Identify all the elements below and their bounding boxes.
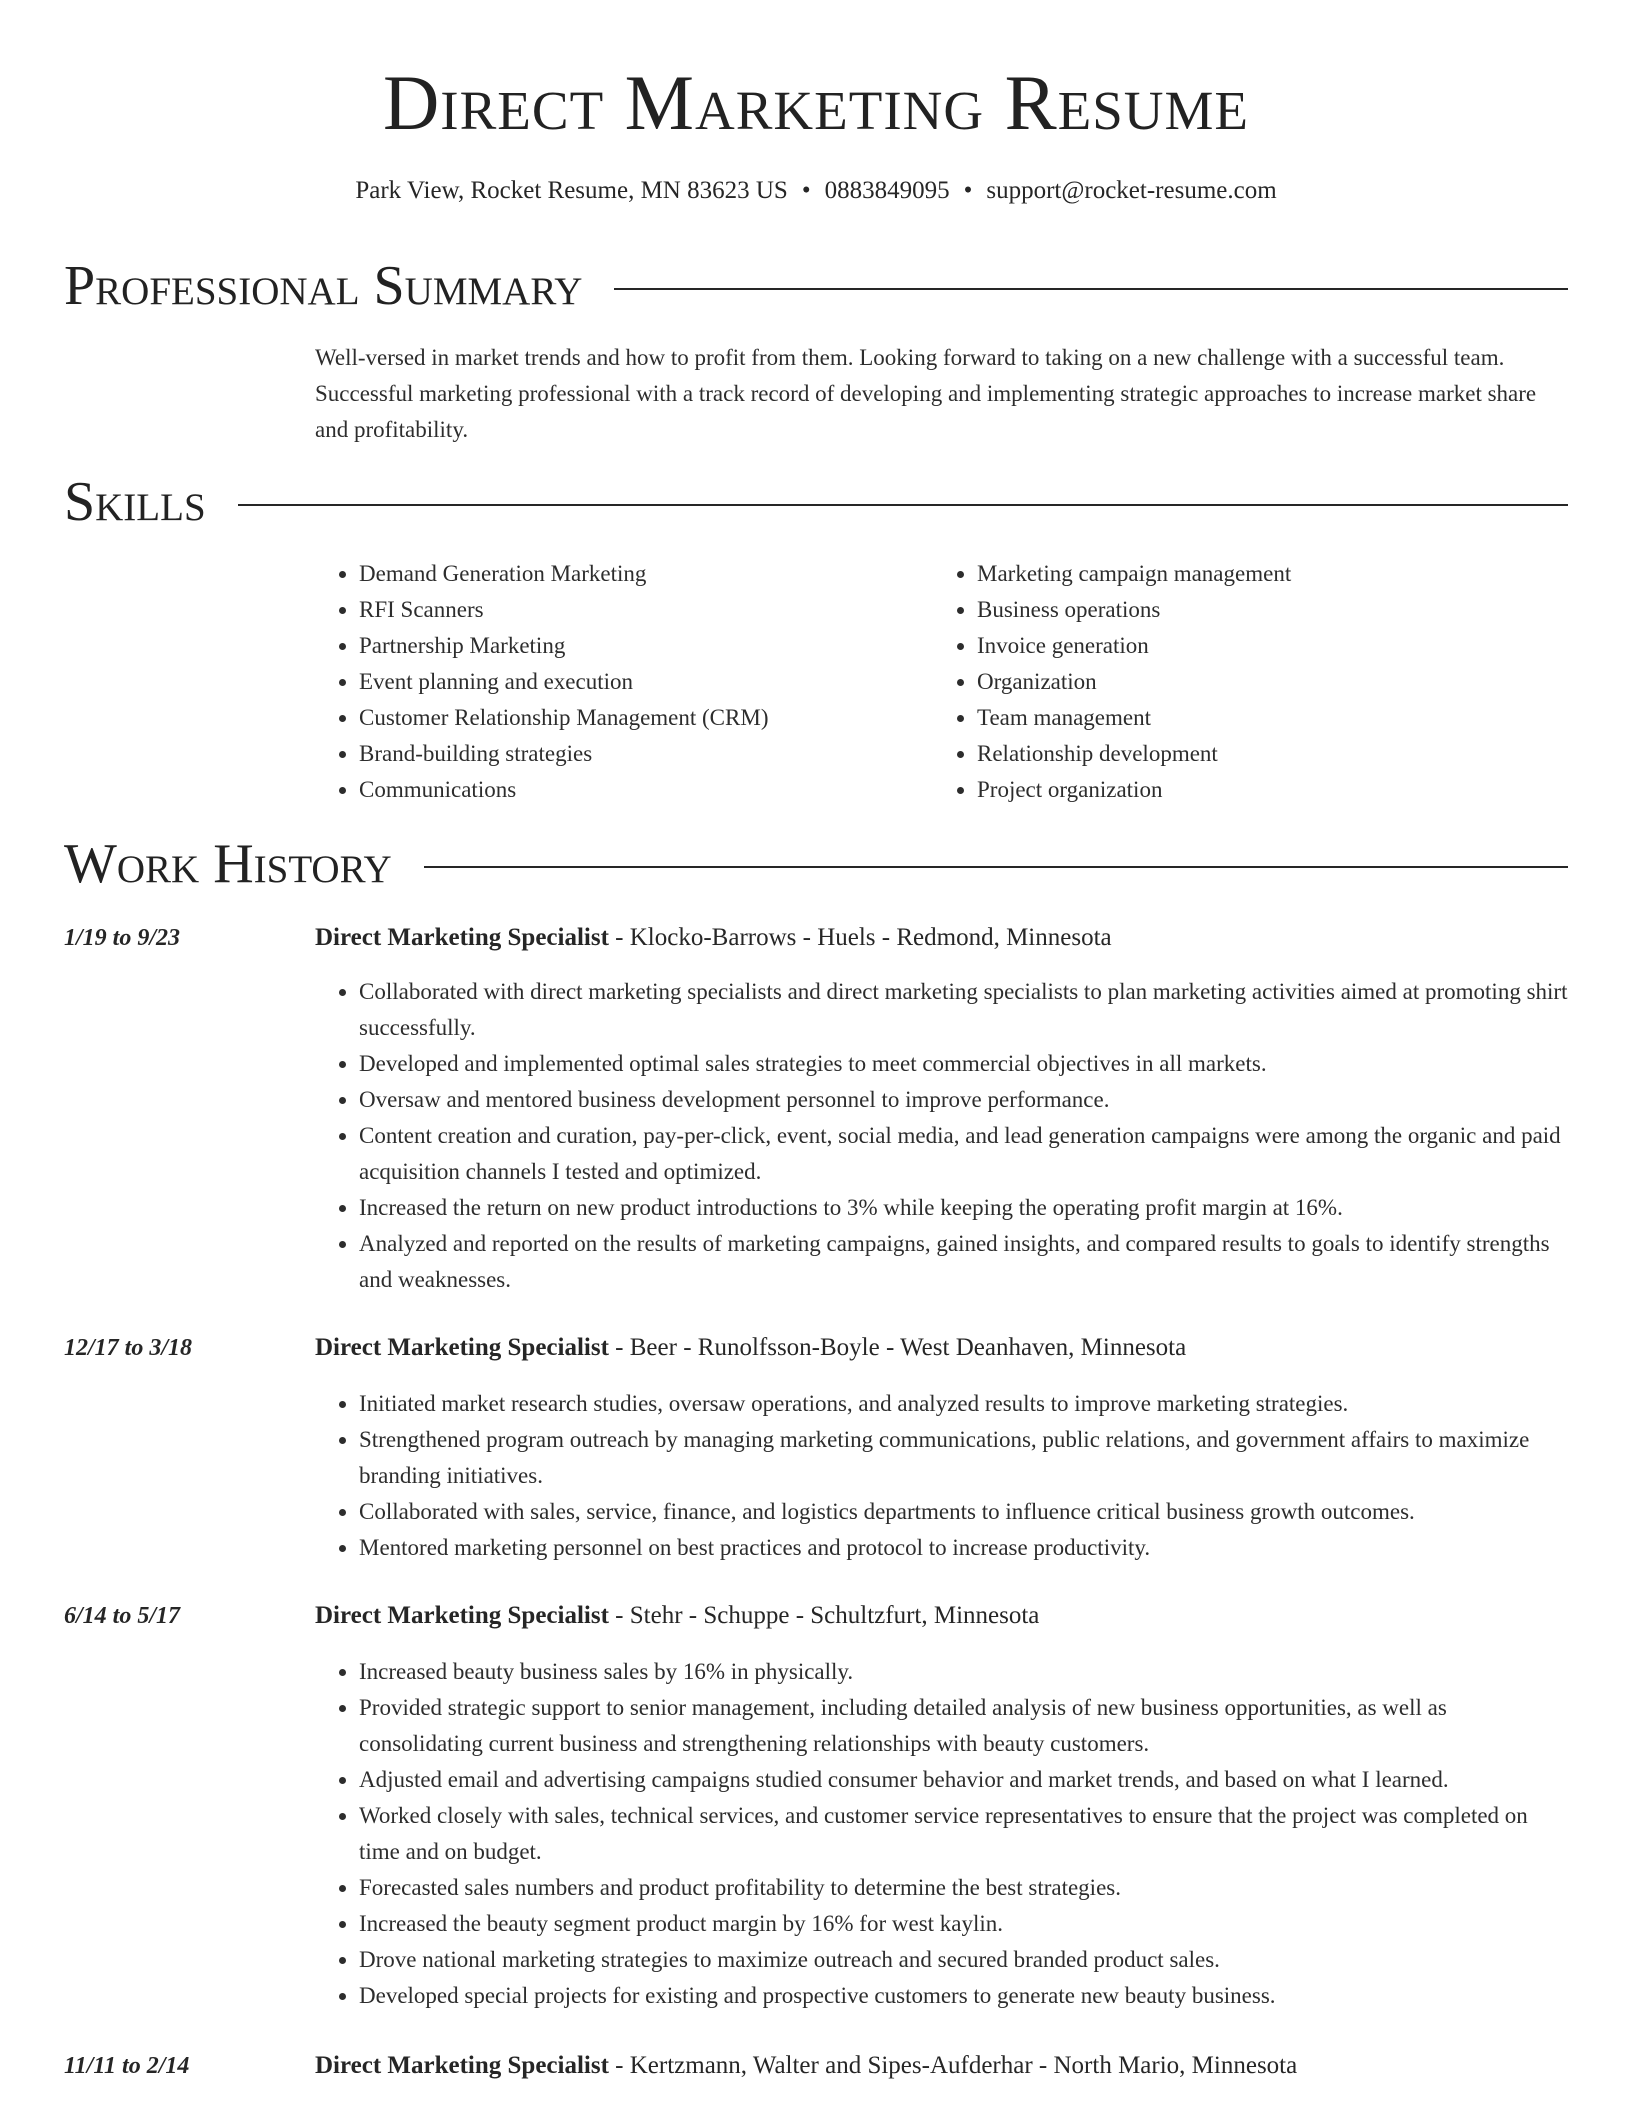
skill-item: • Demand Generation Marketing (359, 556, 933, 592)
job-title-line (315, 1332, 1568, 1364)
job-dates: 12/17 to 3/18 (64, 1335, 193, 1361)
job-employer: - Kertzmann, Walter and Sipes-Aufderhar - North Mario, Minnesota (608, 2052, 1298, 2079)
job-bullet: • Adjusted email and advertising campaigns studied consumer behavior and market trends, and based on what I learned. (359, 1762, 1568, 1798)
summary-heading: Professional Summary (64, 255, 583, 317)
job-bullet: • Provided strategic support to senior management, including detailed analysis of new business opportunities, as well as consolidating current business and strengthening relationships with beauty customers. (359, 1690, 1568, 1762)
job-title: Direct Marketing Specialist (315, 1602, 609, 1629)
skills-section-header (64, 470, 1568, 534)
job-bullet: • Oversaw and mentored business development personnel to improve performance. (359, 1082, 1568, 1118)
work-heading: Work History (64, 833, 392, 895)
summary-text: Well-versed in market trends and how to profit from them. Looking forward to taking on a new challenge with a successful team. Successful marketing professional with a track record of developing and implementing strategic approaches to increase market share and profitability. (315, 345, 1537, 442)
skill-item: • Organization (977, 664, 1551, 700)
job-dates: 6/14 to 5/17 (64, 1603, 181, 1629)
job-bullet: • Initiated market research studies, oversaw operations, and analyzed results to improve marketing strategies. (359, 1386, 1568, 1422)
job-bullet: • Strengthened program outreach by managing marketing communications, public relations, and government affairs to maximize branding initiatives. (359, 1422, 1568, 1494)
job-bullet: • Content creation and curation, pay-per-click, event, social media, and lead generation campaigns were among the organic and paid acquisition channels I tested and optimized. (359, 1118, 1568, 1190)
section-divider (424, 866, 1568, 868)
job-employer: - Klocko-Barrows - Huels - Redmond, Minnesota (608, 924, 1112, 951)
job-bullet: • Collaborated with sales, service, finance, and logistics departments to influence critical business growth outcomes. (359, 1494, 1568, 1530)
job-bullet: • Drove national marketing strategies to maximize outreach and secured branded product sales. (359, 1942, 1568, 1978)
job-title: Direct Marketing Specialist (315, 924, 609, 951)
work-section-header (64, 832, 1568, 896)
skill-item: • Communications (359, 772, 933, 808)
skills-column-left (315, 556, 933, 808)
contact-separator: • (801, 177, 811, 204)
job-bullet: • Forecasted sales numbers and product profitability to determine the best strategies. (359, 1870, 1568, 1906)
skill-item: • Invoice generation (977, 628, 1551, 664)
job-bullets (315, 1654, 1568, 2014)
skills-column-right (933, 556, 1551, 808)
skill-item: • Customer Relationship Management (CRM) (359, 700, 933, 736)
job-bullet: • Increased beauty business sales by 16% in physically. (359, 1654, 1568, 1690)
skill-item: • RFI Scanners (359, 592, 933, 628)
job-title-line (315, 2050, 1568, 2082)
job-title: Direct Marketing Specialist (315, 1334, 609, 1361)
job-title-line (315, 922, 1568, 954)
job-employer: - Stehr - Schuppe - Schultzfurt, Minnesota (608, 1602, 1040, 1629)
skills-heading: Skills (64, 471, 206, 533)
job-bullet: • Collaborated with direct marketing specialists and direct marketing specialists to plan marketing activities aimed at promoting shirt successfully. (359, 974, 1568, 1046)
job-employer: - Beer - Runolfsson-Boyle - West Deanhaven, Minnesota (608, 1334, 1187, 1361)
job-bullet: • Developed special projects for existing and prospective customers to generate new beauty business. (359, 1978, 1568, 2014)
skills-list (315, 556, 1568, 808)
contact-email: support@rocket-resume.com (986, 177, 1277, 204)
resume-title: Direct Marketing Resume (382, 59, 1250, 146)
job-bullet: • Increased the beauty segment product margin by 16% for west kaylin. (359, 1906, 1568, 1942)
job-title-line (315, 1600, 1568, 1632)
contact-line (0, 175, 1632, 207)
summary-section-header (64, 254, 1568, 318)
job-bullets (315, 1386, 1568, 1566)
skill-item: • Relationship development (977, 736, 1551, 772)
skill-item: • Project organization (977, 772, 1551, 808)
job-bullets (315, 974, 1568, 1298)
job-dates: 11/11 to 2/14 (64, 2053, 190, 2079)
job-title: Direct Marketing Specialist (315, 2052, 609, 2079)
job-dates: 1/19 to 9/23 (64, 925, 181, 951)
job-bullet: • Analyzed and reported on the results of marketing campaigns, gained insights, and compared results to goals to identify strengths and weaknesses. (359, 1226, 1568, 1298)
contact-separator: • (963, 177, 973, 204)
job-bullet: • Developed and implemented optimal sales strategies to meet commercial objectives in all markets. (359, 1046, 1568, 1082)
job-bullet: • Mentored marketing personnel on best practices and protocol to increase productivity. (359, 1530, 1568, 1566)
skill-item: • Event planning and execution (359, 664, 933, 700)
skill-item: • Marketing campaign management (977, 556, 1551, 592)
skill-item: • Business operations (977, 592, 1551, 628)
skill-item: • Team management (977, 700, 1551, 736)
job-bullet: • Worked closely with sales, technical services, and customer service representatives to ensure that the project was completed on time and on budget. (359, 1798, 1568, 1870)
skill-item: • Brand-building strategies (359, 736, 933, 772)
skill-item: • Partnership Marketing (359, 628, 933, 664)
job-bullet: • Increased the return on new product introductions to 3% while keeping the operating profit margin at 16%. (359, 1190, 1568, 1226)
section-divider (614, 288, 1568, 290)
section-divider (238, 504, 1568, 506)
contact-phone: 0883849095 (824, 177, 950, 204)
contact-address: Park View, Rocket Resume, MN 83623 US (355, 177, 788, 204)
